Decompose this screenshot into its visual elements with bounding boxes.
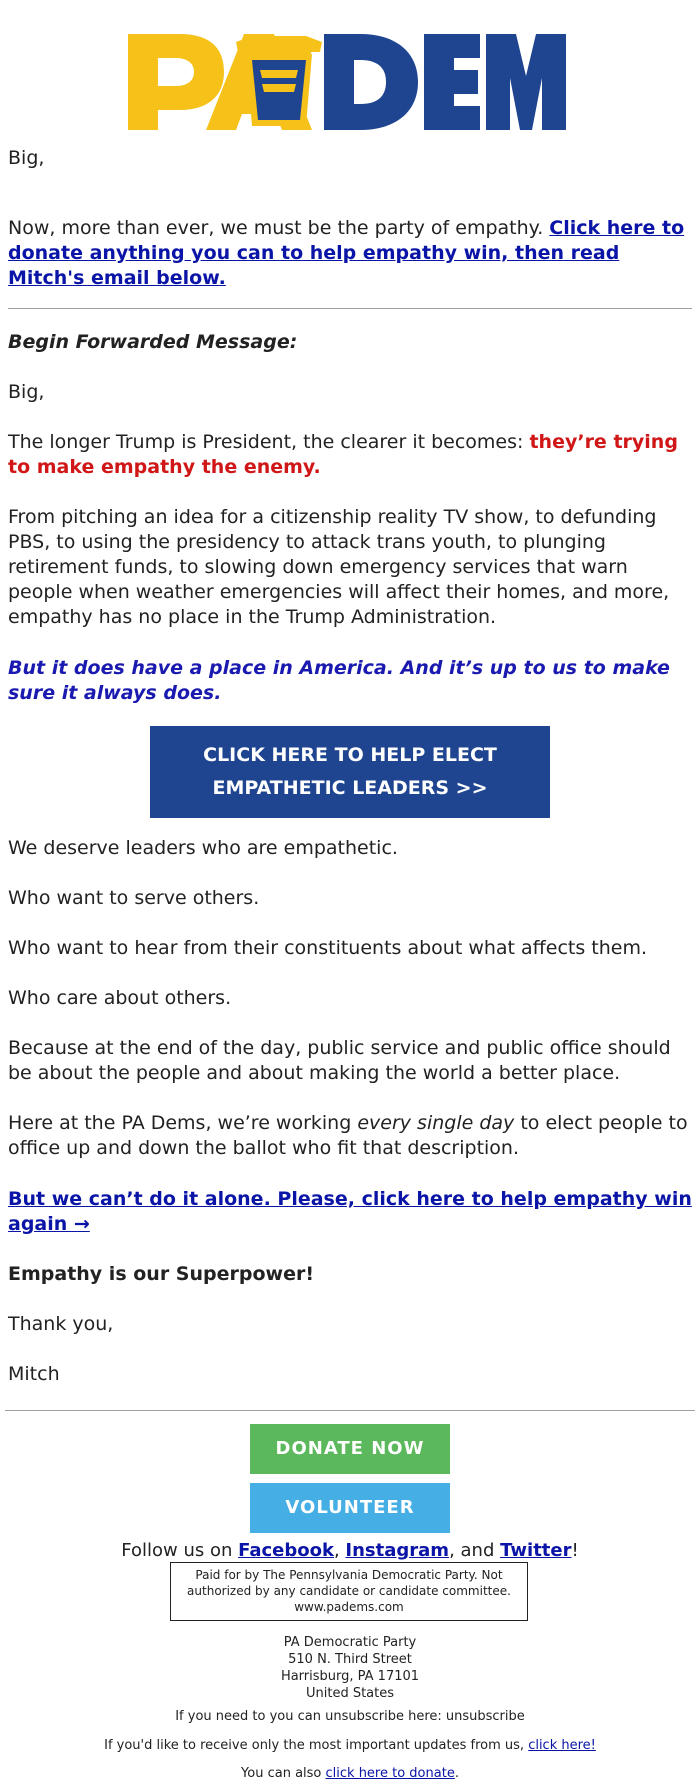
forwarded-heading: Begin Forwarded Message:: [8, 331, 298, 353]
updates-text: If you'd like to receive only the most important updates from us,: [104, 1738, 529, 1753]
paragraph-deserve: We deserve leaders who are empathetic.: [8, 837, 398, 859]
address-line-4: United States: [305, 1686, 395, 1701]
cta-line-2: EMPATHETIC LEADERS >>: [212, 777, 488, 799]
paragraph-working: [8, 1111, 692, 1161]
instagram-link[interactable]: Instagram: [345, 1540, 450, 1561]
paid-line-2: authorized by any candidate or candidate committee.: [187, 1584, 511, 1598]
paragraph-serve: Who want to serve others.: [8, 887, 260, 909]
working-emphasis: every single day: [357, 1112, 515, 1134]
paragraph-care: Who care about others.: [8, 987, 232, 1009]
donate-now-button[interactable]: DONATE NOW: [250, 1424, 450, 1474]
paid-line-1: Paid for by The Pennsylvania Democratic Party. Not: [195, 1568, 503, 1582]
forwarded-greeting: Big,: [8, 381, 45, 403]
twitter-link[interactable]: Twitter: [500, 1540, 572, 1561]
working-text-b: to elect people to office up and down the ballot who fit that description.: [8, 1112, 688, 1159]
mailing-address: [0, 1634, 700, 1702]
working-text-a: Here at the PA Dems, we’re working: [8, 1112, 358, 1134]
donate-intro-link[interactable]: Click here to donate anything you can to help empathy win, then read Mitch's email below.: [8, 217, 685, 289]
social-follow: [0, 1539, 700, 1563]
facebook-link[interactable]: Facebook: [238, 1540, 334, 1561]
follow-prefix: Follow us on: [121, 1540, 239, 1561]
follow-bang: !: [571, 1540, 579, 1561]
address-line-1: PA Democratic Party: [283, 1635, 417, 1650]
paragraph-trump-text: The longer Trump is President, the clearer it becomes:: [8, 431, 530, 453]
paragraph-public-service: Because at the end of the day, public service and public office should be about the people and about making the world a better place.: [8, 1037, 671, 1084]
signoff: Thank you,: [8, 1313, 114, 1335]
help-empathy-link[interactable]: But we can’t do it alone. Please, click here to help empathy win again →: [8, 1188, 692, 1235]
greeting: Big,: [8, 147, 45, 169]
signature: Mitch: [8, 1363, 60, 1385]
donate-line-end: .: [454, 1766, 459, 1781]
paragraph-help-link: [8, 1187, 692, 1237]
donate-line: [0, 1765, 700, 1782]
donate-footer-link[interactable]: click here to donate: [325, 1766, 455, 1781]
volunteer-button[interactable]: VOLUNTEER: [250, 1483, 450, 1533]
highlight-red-text: they’re trying to make empathy the enemy.: [8, 431, 678, 478]
follow-and: , and: [449, 1540, 501, 1561]
address-line-3: Harrisburg, PA 17101: [280, 1669, 420, 1684]
cta-line-1: CLICK HERE TO HELP ELECT: [203, 744, 497, 766]
unsubscribe-line: If you need to you can unsubscribe here: unsubscribe: [175, 1709, 525, 1724]
updates-link[interactable]: click here!: [528, 1738, 596, 1753]
address-line-2: 510 N. Third Street: [288, 1652, 412, 1667]
paragraph-trump: [8, 430, 692, 480]
updates-line: [0, 1737, 700, 1754]
paragraph-america: But it does have a place in America. And it’s up to us to make sure it always does.: [8, 657, 670, 704]
footer-divider: [5, 1410, 695, 1411]
intro-lead-text: Now, more than ever, we must be the party of empathy.: [8, 217, 550, 239]
padems-logo: [128, 34, 572, 130]
intro-paragraph: [8, 216, 692, 291]
divider: [8, 308, 692, 309]
follow-comma: ,: [333, 1540, 346, 1561]
donate-line-text: You can also: [241, 1766, 326, 1781]
paragraph-superpower: Empathy is our Superpower!: [8, 1263, 315, 1285]
paid-line-3: www.padems.com: [294, 1600, 404, 1614]
paragraph-examples: From pitching an idea for a citizenship reality TV show, to defunding PBS, to using the presidency to attack trans youth, to plunging retirement funds, to slowing down emergency services that warn people when weather emergencies will affect their homes, and more, empathy has no place in the Trump Administration.: [8, 506, 670, 628]
paragraph-hear: Who want to hear from their constituents about what affects them.: [8, 937, 648, 959]
elect-leaders-button[interactable]: [150, 726, 550, 818]
paid-for-box: [170, 1562, 528, 1621]
